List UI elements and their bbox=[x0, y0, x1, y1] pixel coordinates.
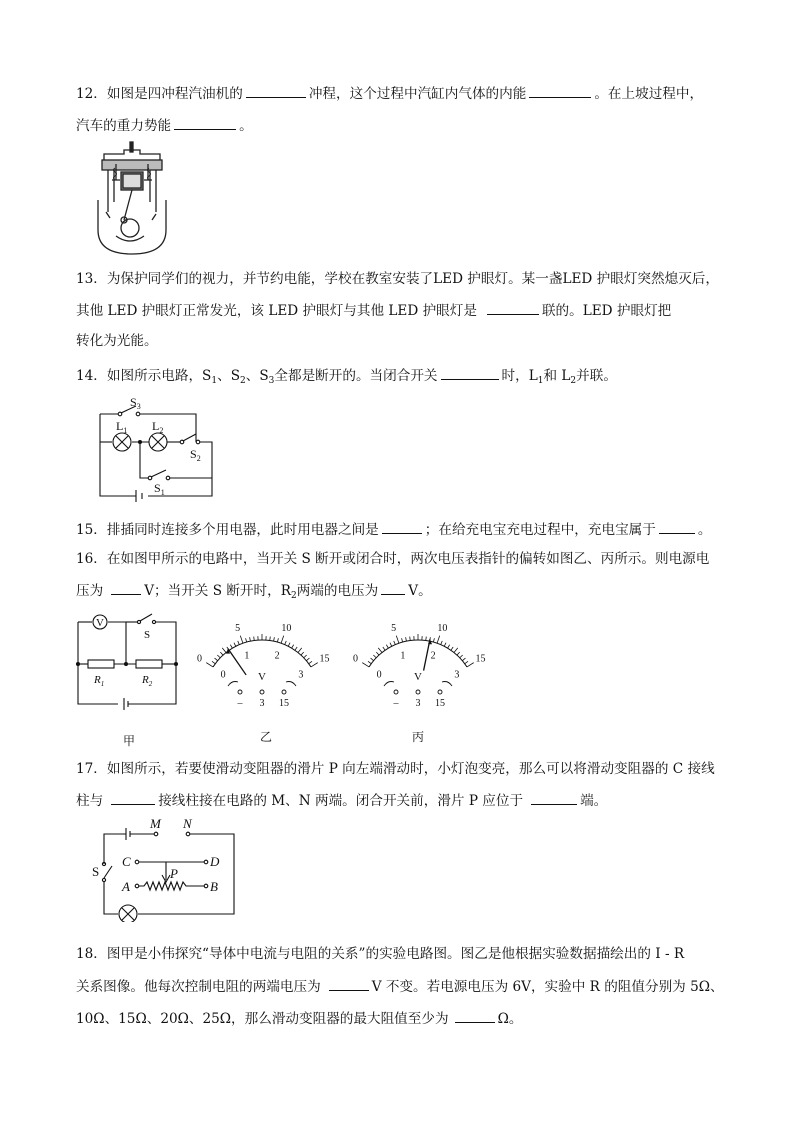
meter-tick bbox=[250, 637, 251, 641]
meter-terminal-label: 3 bbox=[415, 698, 421, 709]
meter-tick bbox=[460, 655, 463, 658]
meter-tick bbox=[457, 652, 460, 655]
meter-tick bbox=[277, 638, 278, 642]
caption-yi: 乙 bbox=[260, 730, 273, 744]
meter-tick bbox=[373, 655, 376, 658]
caption-bing: 丙 bbox=[412, 730, 425, 744]
meter-top-label: 15 bbox=[475, 653, 486, 665]
meter-tick bbox=[406, 637, 407, 641]
meter-tick bbox=[222, 648, 226, 653]
meter-top-label: 0 bbox=[353, 653, 359, 665]
q14-circuit bbox=[92, 392, 222, 504]
meter-tick bbox=[254, 637, 255, 641]
l1-label: $L_1$ bbox=[116, 419, 128, 435]
meter-tick bbox=[240, 636, 243, 644]
q12-blank2[interactable] bbox=[529, 84, 591, 98]
q18-blank2[interactable] bbox=[455, 1009, 495, 1023]
meter-terminal-label: – bbox=[237, 698, 243, 709]
caption-jia: 甲 bbox=[123, 734, 136, 748]
meter-tick bbox=[212, 661, 215, 663]
q14-blank1[interactable] bbox=[441, 366, 499, 380]
terminal-b: B bbox=[210, 879, 218, 894]
q16-blank1[interactable] bbox=[111, 581, 141, 595]
meter-tick bbox=[448, 645, 450, 648]
meter-tick bbox=[441, 641, 443, 645]
q17-circuit bbox=[90, 818, 240, 922]
q18-blank1[interactable] bbox=[329, 977, 369, 991]
terminal-c: C bbox=[122, 854, 131, 869]
meter-bottom-label: 2 bbox=[430, 650, 436, 662]
meter-terminal-label: 3 bbox=[259, 698, 265, 709]
meter-tick bbox=[383, 647, 385, 650]
meter-top-label: 5 bbox=[391, 623, 397, 635]
meter-lead-left bbox=[384, 682, 394, 687]
q15-blank2[interactable] bbox=[659, 520, 695, 534]
meter-top-label: 15 bbox=[319, 653, 330, 665]
q16-circuit-jia bbox=[72, 608, 184, 712]
meter-tick bbox=[234, 643, 236, 647]
meter-tick bbox=[410, 637, 411, 641]
meter-tick bbox=[306, 658, 309, 661]
meter-tick bbox=[281, 636, 284, 644]
q12-line2: 汽车的重力势能 。 bbox=[76, 118, 253, 134]
meter-tick bbox=[206, 663, 213, 667]
meter-tick bbox=[304, 655, 307, 658]
meter-tick bbox=[288, 643, 290, 647]
meter-bottom-label: 3 bbox=[298, 669, 304, 681]
meter-tick bbox=[246, 638, 247, 642]
terminal-d: D bbox=[210, 854, 220, 869]
meter-unit: V bbox=[414, 671, 422, 683]
q17-blank2[interactable] bbox=[531, 791, 577, 805]
slider-p: P bbox=[170, 866, 178, 881]
switch-s-label: S bbox=[144, 629, 151, 641]
meter-lead-left bbox=[228, 682, 238, 687]
meter-tick bbox=[396, 636, 399, 644]
meter-tick bbox=[376, 652, 379, 655]
meter-bottom-label: 1 bbox=[400, 650, 406, 662]
meter-tick bbox=[371, 658, 374, 661]
meter-tick bbox=[368, 661, 371, 663]
meter-terminal-label: – bbox=[393, 698, 399, 709]
meter-tick bbox=[238, 641, 240, 645]
q16-blank2[interactable] bbox=[381, 581, 405, 595]
s2-label: $S_2$ bbox=[190, 447, 201, 463]
meter-tick bbox=[270, 637, 271, 641]
meter-terminal-label: 15 bbox=[279, 698, 289, 709]
q13-line1: 13．为保护同学们的视力，并节约电能，学校在教室安装了LED 护眼灯。某一盏LED 护眼灯突然熄灭后， bbox=[76, 271, 719, 287]
q12-blank3[interactable] bbox=[174, 116, 236, 130]
meter-top-label: 5 bbox=[235, 623, 241, 635]
terminal-a: A bbox=[122, 879, 130, 894]
meter-tick bbox=[295, 647, 297, 650]
q16-line1: 16．在如图甲所示的电路中，当开关 S 断开或闭合时，两次电压表指针的偏转如图乙、丙所示。则电源电 bbox=[76, 551, 710, 567]
meter-tick bbox=[362, 663, 369, 667]
meter-terminal bbox=[260, 690, 264, 694]
q18-line1: 18．图甲是小伟探究“导体中电流与电阻的关系”的实验电路图。图乙是他根据实验数据描绘出的 I - R bbox=[76, 946, 685, 962]
q18-line3: 10Ω、15Ω、20Ω、25Ω，那么滑动变阻器的最大阻值至少为 Ω。 bbox=[76, 1011, 523, 1027]
meter-terminal bbox=[394, 690, 398, 694]
meter-arc bbox=[369, 640, 467, 667]
meter-lead-right bbox=[286, 682, 296, 687]
meter-tick bbox=[292, 645, 294, 648]
q15-line1: 15．排插同时连接多个用电器，此时用电器之间是 ；在给充电宝充电过程中，充电宝属于 。 bbox=[76, 522, 712, 538]
l2-label: $L_2$ bbox=[152, 419, 164, 435]
meter-tick bbox=[301, 652, 304, 655]
meter-tick bbox=[402, 638, 403, 642]
meter-tick bbox=[437, 636, 440, 644]
meter-tick bbox=[311, 663, 318, 667]
r2-label: $R_2$ bbox=[142, 674, 153, 688]
meter-bottom-label: 0 bbox=[220, 669, 226, 681]
terminal-m: M bbox=[150, 818, 161, 831]
meter-tick bbox=[390, 643, 392, 647]
q15-blank1[interactable] bbox=[382, 520, 422, 534]
meter-bottom-label: 3 bbox=[454, 669, 460, 681]
meter-tick bbox=[394, 641, 396, 645]
meter-terminal bbox=[282, 690, 286, 694]
meter-tick bbox=[215, 658, 218, 661]
meter-tick bbox=[465, 661, 468, 663]
meter-unit: V bbox=[258, 671, 266, 683]
switch-s: S bbox=[92, 864, 100, 879]
q14-line1: 14．如图所示电路，$S_1$、$S_2$、$S_3$全都是断开的。当闭合开关 时，$L_1$和 $L_2$并联。 bbox=[76, 368, 617, 386]
q16-line2: 压为 V；当开关 S 断开时，$R_2$两端的电压为 V。 bbox=[76, 583, 432, 601]
q17-blank1[interactable] bbox=[111, 791, 155, 805]
meter-tick bbox=[426, 637, 427, 641]
s1-label: $S_1$ bbox=[154, 481, 165, 497]
meter-tick bbox=[451, 647, 453, 650]
meter-tick bbox=[454, 648, 458, 653]
meter-tick bbox=[220, 652, 223, 655]
meter-top-label: 10 bbox=[281, 623, 292, 635]
meter-tick bbox=[462, 658, 465, 661]
meter-bottom-label: 2 bbox=[274, 650, 280, 662]
q13-line3: 转化为光能。 bbox=[76, 333, 158, 349]
q12-blank1[interactable] bbox=[246, 84, 306, 98]
meter-tick bbox=[274, 637, 275, 641]
meter-tick bbox=[217, 655, 220, 658]
voltmeter-symbol: V bbox=[96, 617, 104, 629]
r1-label: $R_1$ bbox=[94, 674, 105, 688]
q17-line1: 17．如图所示，若要使滑动变阻器的滑片 P 向左端滑动时，小灯泡变亮，那么可以将滑动变阻器的 C 接线 bbox=[76, 761, 715, 777]
meter-terminal bbox=[416, 690, 420, 694]
meter-tick bbox=[444, 643, 446, 647]
q13-blank1[interactable] bbox=[487, 301, 539, 315]
meter-terminal bbox=[438, 690, 442, 694]
meter-bottom-label: 0 bbox=[376, 669, 382, 681]
s3-label: $S_3$ bbox=[130, 395, 141, 411]
meter-tick bbox=[230, 645, 232, 648]
meter-tick bbox=[433, 638, 434, 642]
meter-tick bbox=[378, 648, 382, 653]
engine-figure bbox=[94, 140, 174, 258]
meter-tick bbox=[467, 663, 474, 667]
meter-bottom-label: 1 bbox=[244, 650, 250, 662]
meter-lead-right bbox=[442, 682, 452, 687]
meter-tick bbox=[386, 645, 388, 648]
meter-tick bbox=[285, 641, 287, 645]
voltmeter-bing bbox=[342, 606, 494, 718]
meter-top-label: 10 bbox=[437, 623, 448, 635]
q13-line2: 其他 LED 护眼灯正常发光，该 LED 护眼灯与其他 LED 护眼灯是 联的。LED 护眼灯把 bbox=[76, 303, 672, 319]
q17-line2: 柱与 接线柱接在电路的 M、N 两端。闭合开关前，滑片 P 应位于 端。 bbox=[76, 793, 608, 809]
meter-top-label: 0 bbox=[197, 653, 203, 665]
meter-terminal-label: 15 bbox=[435, 698, 445, 709]
voltmeter-yi bbox=[186, 606, 338, 718]
meter-tick bbox=[298, 648, 302, 653]
terminal-n: N bbox=[183, 818, 192, 831]
meter-terminal bbox=[238, 690, 242, 694]
meter-tick bbox=[309, 661, 312, 663]
q12-line1: 12．如图是四冲程汽油机的 冲程，这个过程中汽缸内气体的内能 。在上坡过程中， bbox=[76, 86, 704, 102]
q18-line2: 关系图像。他每次控制电阻的两端电压为 V 不变。若电源电压为 6V，实验中 R 的阻值分别为 5Ω、 bbox=[76, 979, 724, 995]
